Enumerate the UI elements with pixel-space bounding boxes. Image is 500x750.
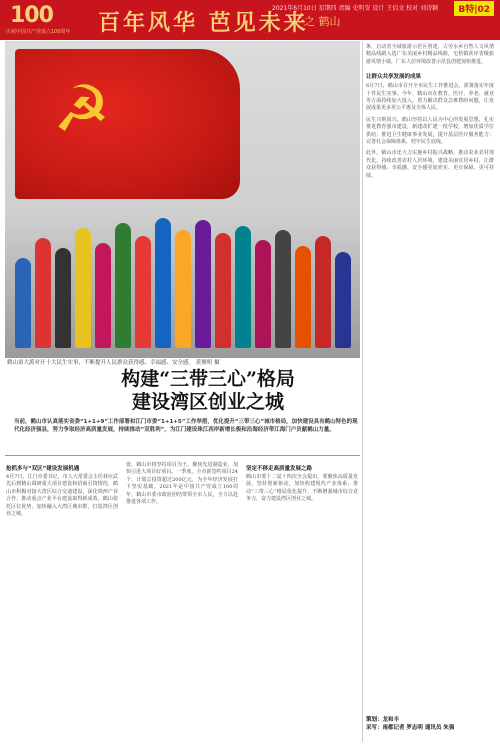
- credit-writers: 采写：南都记者 罗志明 通讯员 朱强: [366, 725, 455, 731]
- right-column: [366, 44, 494, 180]
- credit-planner: 策划：龙和丰: [366, 717, 400, 723]
- lead-photo: [5, 41, 360, 358]
- party-flag-image: [15, 49, 240, 199]
- section-title: 让群众共享发展的成果: [366, 74, 422, 81]
- party-centenary-logo: [4, 2, 74, 38]
- article-headline: [58, 368, 358, 414]
- masthead-location: 之 鹤山: [304, 15, 341, 28]
- divider: [5, 455, 360, 456]
- body-column-1: [6, 462, 118, 518]
- headline-line-2: 建设湾区创业之城: [131, 391, 284, 413]
- body-column-3: [246, 462, 358, 504]
- column-text: 设，鹤山市将坚持项目为王，聚焦先进制造业，加快引进大项目好项目。一季度，全市新签约项目24个，计划总投资超过200亿元，为全年经济发展打下坚实基础。2021年是中国共产党成立100周年，鹤山市委市政府团结带领全市人民，全力以赴推进各项工作。: [126, 462, 238, 506]
- photo-caption: 鹤山童大派对开十大民生实事，不断提升人民群众获得感、幸福感、安全感。 黄俊明 摄: [7, 360, 220, 366]
- article-intro: 当前，鹤山市认真落实省委“1+1+9”工作部署和江门市委“1+1+5”工作举措，优化提升“三带三心”城市格局，加快建设具有鹤山特色的现代化经济强县，努力争取经济高质量发展，持续推动“双胜利”，为江门建设珠江西岸新增长极和沿海经济带江海门户贡献鹤山力量。: [14, 419, 358, 433]
- column-text: 6月7日，鹤山市召开全市民生工作推进会，部署落实年度十件民生实事。今年，鹤山市在教育、医疗、养老、就业等方面持续加大投入，着力解决群众急难愁盼问题，让发展成果更多更公平惠及全体人民。: [366, 83, 494, 112]
- hammer-sickle-icon: ☭: [53, 73, 111, 147]
- masthead-slogan: 百年风华 芭见未来: [98, 10, 309, 36]
- edition-badge: B特|02: [454, 1, 494, 16]
- column-text: 鹤山市委十二届十四次全会提出，要聚焦高质量发展，坚持创新驱动，加快构建现代产业体系，推动“三带三心”格局优化提升，不断增强城市综合竞争力，奋力建设湾区创业之城。: [246, 474, 358, 503]
- masthead: [0, 0, 500, 40]
- article-credits: [366, 716, 494, 732]
- column-separator: [362, 42, 363, 742]
- issue-meta: 2021年6月10日 星期四 责编 史明安 设计 王佰文 校对 刘诗颖: [272, 5, 439, 12]
- column-text: 4月7日，江门市委书记、市人大常委会主任林应武先后到鹤山调研重大项目建设和招商引资情况，鹤山市积极对接大湾区综合交通建设，深化珠西产业合作，推动重点产业平台建设取得新成效。鹤山依托区位优势，加快融入大湾区城市群，打造湾区创业之城。: [6, 474, 118, 518]
- column-text: 民生兴则国兴。鹤山坚持以人民为中心的发展思想，扎实推进教育强市建设，新建改扩建一批学校，增加优质学位供给；推进卫生健康事业发展，提升基层医疗服务能力；完善社会保障体系，兜牢民生底线。: [366, 116, 494, 146]
- section-title: 抢抓多与“双区”建设发展机遇: [6, 466, 80, 472]
- section-title: 坚定不移走高质量发展之路: [246, 466, 313, 472]
- body-column-2: [126, 462, 238, 506]
- logo-number: 100: [10, 3, 53, 28]
- column-text: 条，启动省全域旅游示范区创建，古劳水乡自然人文风情精品线路入选广东美丽乡村精品线路，宅梧镇获评省级旅游风情小镇，广东人居环境改善示范县创建加快推进。: [366, 44, 494, 65]
- performers-crowd: [5, 201, 360, 358]
- headline-line-1: 构建“三带三心”格局: [121, 368, 295, 390]
- column-text: 此外，鹤山市还大力实施乡村振兴战略，推动农业农村现代化，持续改善农村人居环境，建设美丽宜居乡村，让群众获得感、幸福感、安全感更加充实、更有保障、更可持续。: [366, 150, 494, 179]
- logo-subtitle: 庆祝中国共产党成立100周年: [6, 29, 71, 35]
